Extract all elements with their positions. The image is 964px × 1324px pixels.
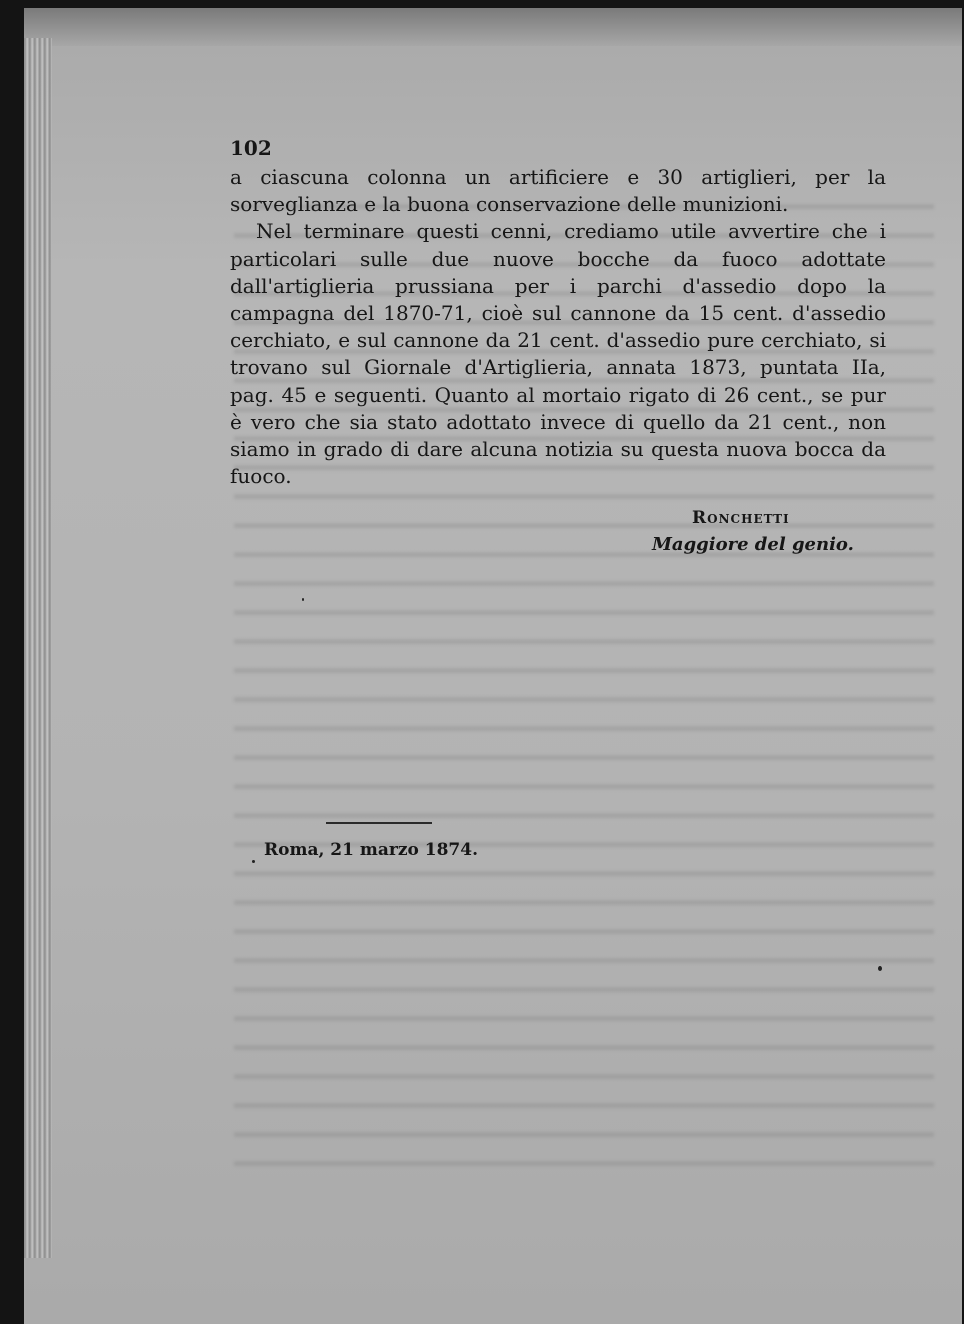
- paragraph-1: a ciascuna colonna un artificiere e 30 artiglieri, per la sorveglianza e la buona conservazione delle munizioni.: [230, 165, 886, 217]
- ink-speck: [878, 966, 882, 971]
- page-number: 102: [230, 136, 272, 160]
- ink-speck: [302, 598, 304, 601]
- ink-speck: [252, 860, 255, 863]
- page-top-shadow: [24, 8, 962, 46]
- date-line: Roma, 21 marzo 1874.: [264, 840, 478, 860]
- body-text: [230, 164, 886, 490]
- paragraph-2: Nel terminare questi cenni, crediamo utile avvertire che i particolari sulle due nuove bocche da fuoco adottate dall'artiglieria prussiana per i parchi d'assedio dopo la campagna del 1870-71, cioè sul cannone da 15 cent. d'assedio cerchiato, e sul cannone da 21 cent. d'assedio pure cerchiato, si trovano sul Giornale d'Artiglieria, annata 1873, puntata IIa, pag. 45 e seguenti. Quanto al mortaio rigato di 26 cent., se pur è vero che sia stato adottato invece di quello da 21 cent., non siamo in grado di dare alcuna notizia su questa nuova bocca da fuoco.: [230, 219, 886, 489]
- separator-rule: [326, 822, 432, 824]
- signature-rank: Maggiore del genio.: [652, 534, 854, 555]
- signature-name: Ronchetti: [692, 508, 790, 528]
- page-stack-edge: [24, 38, 52, 1258]
